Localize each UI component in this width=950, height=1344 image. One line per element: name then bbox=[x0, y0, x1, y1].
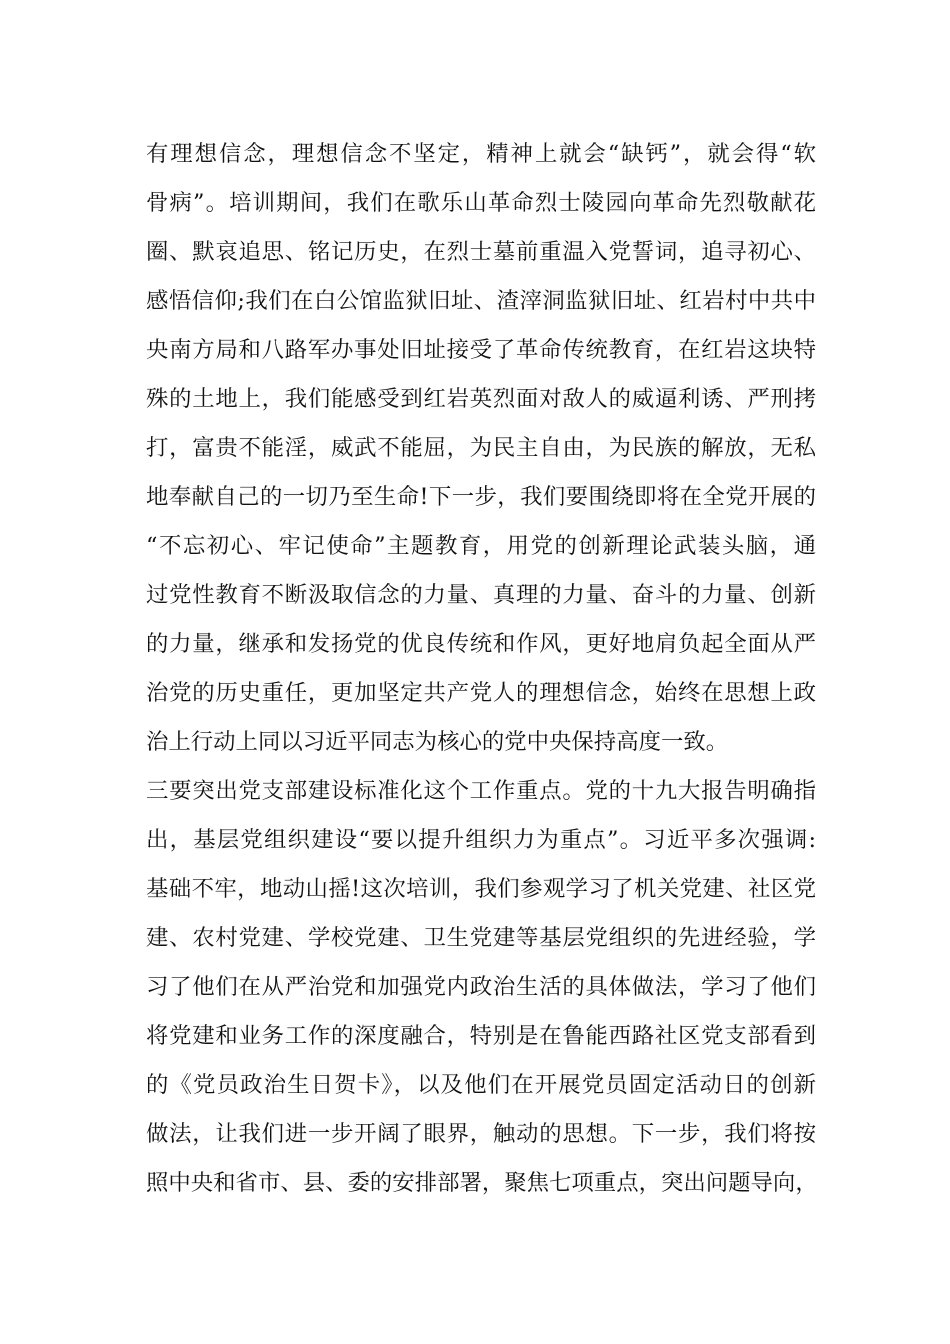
text-line: 习了他们在从严治党和加强党内政治生活的具体做法，学习了他们 bbox=[146, 974, 816, 1000]
text-line: 基础不牢，地动山摇!这次培训，我们参观学习了机关党建、社区党 bbox=[146, 876, 816, 902]
text-line: 感悟信仰;我们在白公馆监狱旧址、渣滓洞监狱旧址、红岩村中共中 bbox=[146, 288, 816, 314]
text-line: 做法，让我们进一步开阔了眼界，触动的思想。下一步，我们将按 bbox=[146, 1121, 816, 1147]
text-line: 有理想信念，理想信念不坚定，精神上就会“缺钙”，就会得“软 bbox=[146, 141, 816, 167]
text-line: 的《党员政治生日贺卡》，以及他们在开展党员固定活动日的创新 bbox=[146, 1072, 816, 1098]
text-line: 打，富贵不能淫，威武不能屈，为民主自由，为民族的解放，无私 bbox=[146, 435, 816, 461]
text-line: 的力量，继承和发扬党的优良传统和作风，更好地肩负起全面从严 bbox=[146, 631, 816, 657]
text-line: 治上行动上同以习近平同志为核心的党中央保持高度一致。 bbox=[146, 729, 729, 755]
text-line: 过党性教育不断汲取信念的力量、真理的力量、奋斗的力量、创新 bbox=[146, 582, 816, 608]
text-line: 三要突出党支部建设标准化这个工作重点。党的十九大报告明确指 bbox=[146, 778, 816, 804]
text-line: 出，基层党组织建设“要以提升组织力为重点”。习近平多次强调: bbox=[146, 827, 816, 853]
text-line: 将党建和业务工作的深度融合，特别是在鲁能西路社区党支部看到 bbox=[146, 1023, 816, 1049]
text-line: 治党的历史重任，更加坚定共产党人的理想信念，始终在思想上政 bbox=[146, 680, 816, 706]
text-line: 建、农村党建、学校党建、卫生党建等基层党组织的先进经验，学 bbox=[146, 925, 816, 951]
body-text bbox=[146, 130, 816, 1208]
text-line: 地奉献自己的一切乃至生命!下一步，我们要围绕即将在全党开展的 bbox=[146, 484, 816, 510]
text-line: 央南方局和八路军办事处旧址接受了革命传统教育，在红岩这块特 bbox=[146, 337, 816, 363]
text-line: 殊的土地上，我们能感受到红岩英烈面对敌人的威逼利诱、严刑拷 bbox=[146, 386, 816, 412]
text-line: 照中央和省市、县、委的安排部署，聚焦七项重点，突出问题导向， bbox=[146, 1170, 818, 1196]
text-line: 圈、默哀追思、铭记历史，在烈士墓前重温入党誓词，追寻初心、 bbox=[146, 239, 816, 265]
text-line: 骨病”。培训期间，我们在歌乐山革命烈士陵园向革命先烈敬献花 bbox=[146, 190, 816, 216]
text-line: “不忘初心、牢记使命”主题教育，用党的创新理论武装头脑，通 bbox=[146, 533, 816, 559]
